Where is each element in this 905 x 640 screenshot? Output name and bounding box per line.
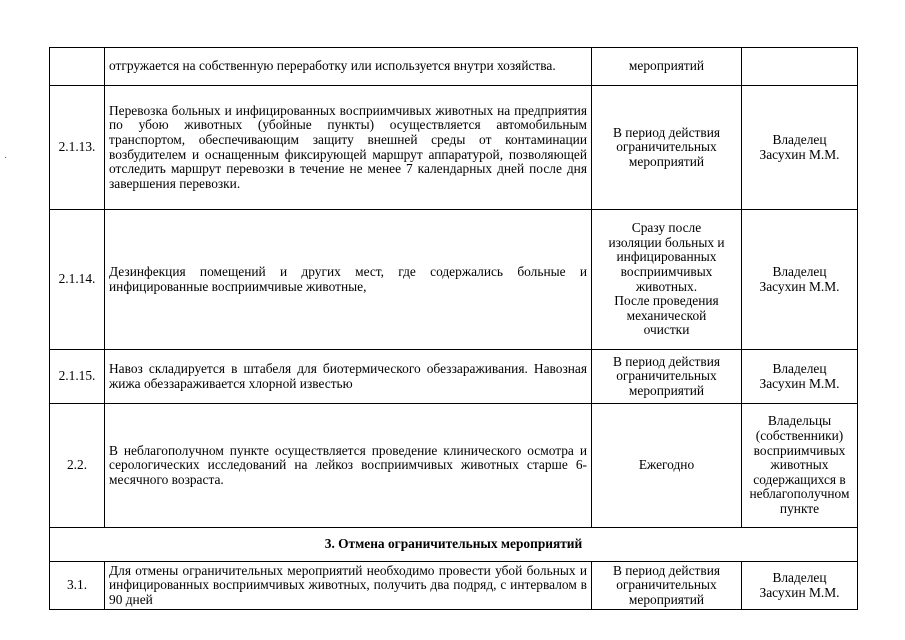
resp-line: животных [770,457,829,473]
term-line: В период действия [612,124,721,140]
term-line: ограничительных [616,577,717,593]
row-number: 2.2. [50,404,105,528]
responsible-person [742,86,858,210]
term-line: мероприятий [628,591,705,607]
row-number: 3.1. [50,562,105,610]
resp-line: пункте [779,500,820,516]
term-line: В период действия [612,353,721,369]
measure-description: Перевозка больных и инфицированных восприимчивых животных на предприятия по убою животных (убойные пункты) осуществляется автомобильным транспортом, обеспечивающим защиту внешней среды от контаминации возбудителем и оснащенным фиксирующей маршрут аппаратурой, позволяющей отследить маршрут перевозки в течение не менее 7 календарных дней после дня завершения перевозки. [105,86,592,210]
measure-description: Дезинфекция помещений и других мест, где содержались больные и инфицированные восприимчивые животные, [105,210,592,350]
responsible-person [742,48,858,86]
resp-line: Засухин М.М. [759,146,840,162]
resp-line: Владелец [772,569,827,585]
measure-term [592,562,742,610]
table-row [50,86,858,210]
measures-table [49,47,858,610]
resp-line: (собственники) [755,428,844,444]
term-line: очистки [643,322,690,338]
row-number: 2.1.14. [50,210,105,350]
row-number [50,48,105,86]
term-line: ограничительных [616,368,717,384]
scan-artifact: · [4,152,8,163]
resp-line: Владелец [772,131,827,147]
table-row [50,210,858,350]
term-line: ограничительных [616,139,717,155]
row-number: 2.1.13. [50,86,105,210]
measure-term: мероприятий [592,48,742,86]
measure-term [592,86,742,210]
resp-line: Владелец [772,263,827,279]
resp-line: Засухин М.М. [759,278,840,294]
table-row [50,562,858,610]
resp-line: Засухин М.М. [759,584,840,600]
measure-term [592,350,742,404]
measure-description: В неблагополучном пункте осуществляется проведение клинического осмотра и серологических исследований на лейкоз восприимчивых животных старше 6-месячного возраста. [105,404,592,528]
term-line: механической [626,307,707,323]
term-line: восприимчивых [620,263,713,279]
resp-line: Владелец [772,360,827,376]
term-line: животных. [635,278,698,294]
measure-term [592,404,742,528]
measure-description: отгружается на собственную переработку или используется внутри хозяйства. [105,48,592,86]
term-line: Сразу после [631,220,702,236]
resp-line: содержащихся в [753,471,846,487]
responsible-person [742,562,858,610]
measure-term [592,210,742,350]
term-line: инфицированных [616,249,717,265]
section-header-row [50,528,858,562]
term-line: мероприятий [628,382,705,398]
measure-description: Навоз складируется в штабеля для биотермического обеззараживания. Навозная жижа обеззараживается хлорной известью [105,350,592,404]
responsible-person [742,210,858,350]
resp-line: Владельцы [767,413,832,429]
resp-line: неблагополучном [749,486,850,502]
term-line: изоляции больных и [608,234,725,250]
measure-description: Для отмены ограничительных мероприятий необходимо провести убой больных и инфицированных восприимчивых животных, получить два подряд, с интервалом в 90 дней [105,562,592,610]
row-number: 2.1.15. [50,350,105,404]
term-line: Ежегодно [638,457,695,473]
term-line: После проведения [614,293,719,309]
resp-line: Засухин М.М. [759,375,840,391]
table-row [50,404,858,528]
table-row [50,350,858,404]
resp-line: восприимчивых [753,442,846,458]
responsible-person [742,350,858,404]
section-title: 3. Отмена ограничительных мероприятий [50,528,858,562]
term-line: мероприятий [628,153,705,169]
table-row [50,48,858,86]
responsible-person [742,404,858,528]
term-line: В период действия [612,562,721,578]
